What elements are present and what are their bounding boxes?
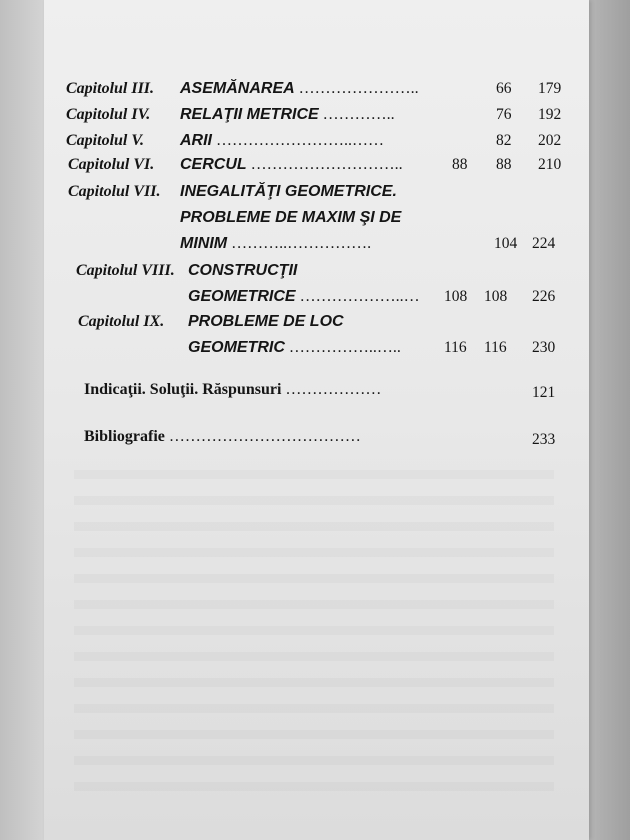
bleed-through-texture [74,470,554,800]
toc-title-ch7-line3: MINIM ………..……………. [180,235,372,252]
page-number-b: 202 [538,132,562,149]
page-number-0: 88 [452,156,468,173]
toc-entry-ch8: Capitolul VIII. [76,262,175,279]
page-number-b: 192 [538,106,562,123]
page-number-b: 224 [532,235,556,252]
page-number-b: 226 [532,288,556,305]
page-number-b: 233 [532,431,556,448]
page-number-b: 121 [532,384,556,401]
page-number-a: 88 [496,156,512,173]
toc-title-ch9-line1: PROBLEME DE LOC [188,313,344,330]
background-right [585,0,630,840]
page-number-0: 116 [444,339,467,356]
page-number-a: 104 [494,235,518,252]
toc-title-ch3: ASEMĂNAREA ………………….. [180,80,419,97]
toc-entry-ch5: Capitolul V. [66,132,144,149]
page-number-a: 116 [484,339,507,356]
page-number-b: 179 [538,80,562,97]
toc-entry-ch4: Capitolul IV. [66,106,151,123]
toc-title-ch8-line1: CONSTRUCŢII [188,262,298,279]
toc-entry-ch3: Capitolul III. [66,80,155,97]
page-number-a: 82 [496,132,512,149]
page-number-0: 108 [444,288,468,305]
toc-entry-ch7: Capitolul VII. [68,183,161,200]
toc-entry-ch6: Capitolul VI. [68,156,155,173]
background-left [0,0,48,840]
page-number-a: 76 [496,106,512,123]
toc-title-ch5: ARII ……………………..…… [180,132,384,149]
page-number-b: 230 [532,339,556,356]
page-number-b: 210 [538,156,562,173]
toc-title-ch4: RELAŢII METRICE ………….. [180,106,395,123]
toc-entry-indicatii: Indicaţii. Soluţii. Răspunsuri ……………… [84,381,382,398]
toc-entry-bibliografie: Bibliografie ……………………………… [84,428,361,445]
toc-title-ch7-line1: INEGALITĂŢI GEOMETRICE. [180,183,397,200]
toc-title-ch6: CERCUL ……………………….. [180,156,403,173]
toc-title-ch9-line2: GEOMETRIC ……………..….. [188,339,401,356]
toc-entry-ch9: Capitolul IX. [78,313,165,330]
book-page [44,0,589,840]
toc-title-ch8-line2: GEOMETRICE ………………..… [188,288,420,305]
toc-title-ch7-line2: PROBLEME DE MAXIM ŞI DE [180,209,402,226]
page-number-a: 108 [484,288,508,305]
page-number-a: 66 [496,80,512,97]
